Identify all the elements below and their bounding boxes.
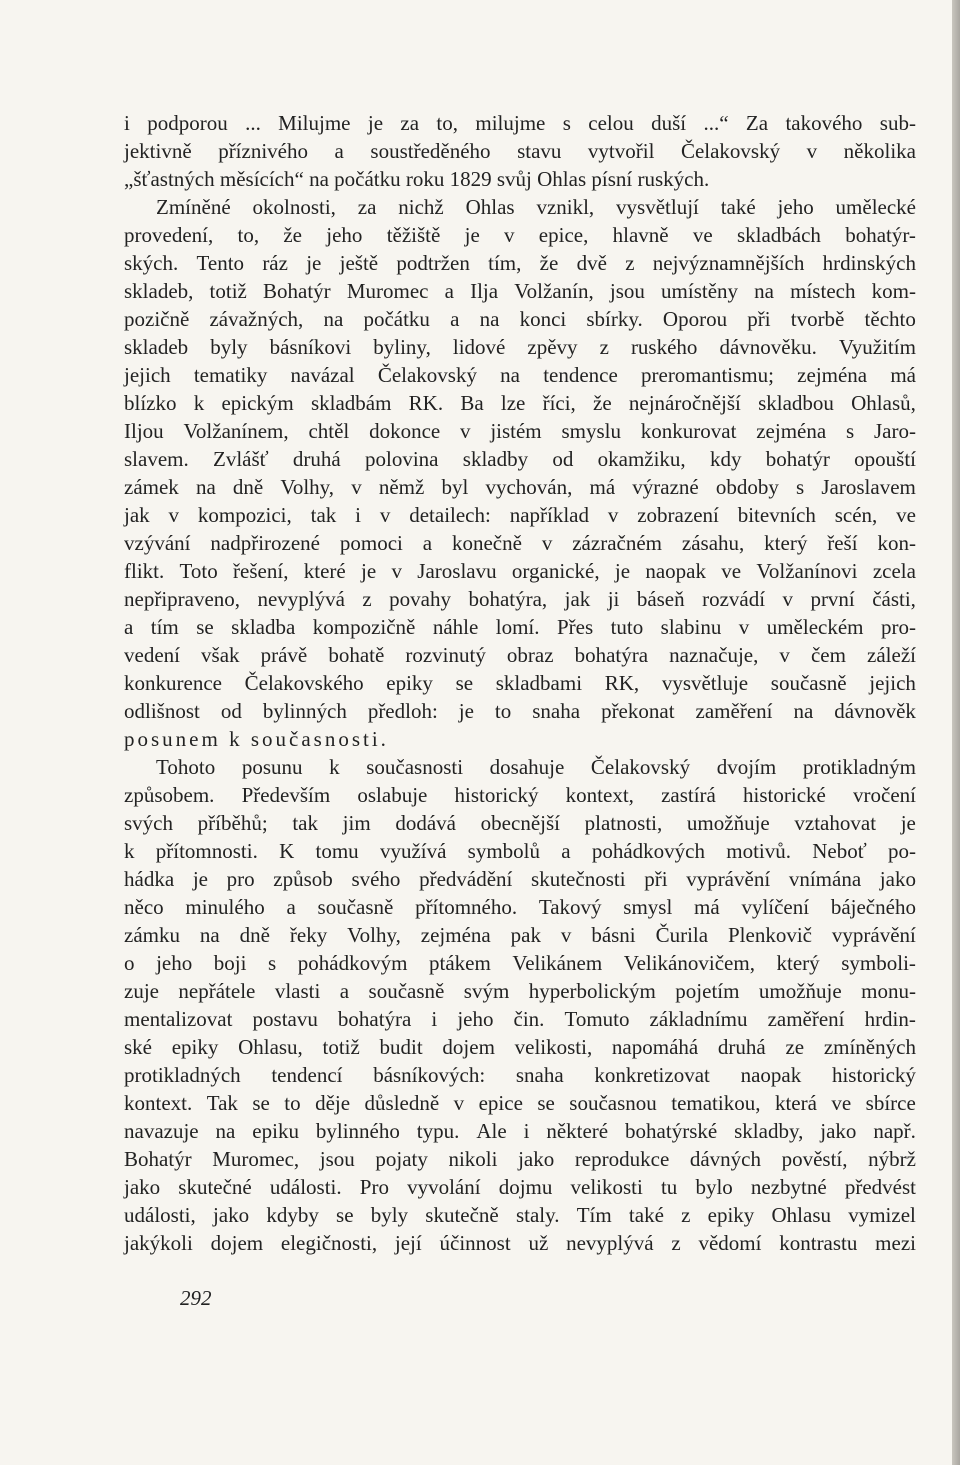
text-line: mentalizovat postavu bohatýra i jeho čin. Tomuto základnímu zaměření hrdin- <box>124 1007 916 1031</box>
text-line: vedení však právě bohatě rozvinutý obraz bohatýra naznačuje, v čem záleží <box>124 643 916 667</box>
text-line: „šťastných měsících“ na počátku roku 1829 svůj Ohlas písní ruských. <box>124 167 710 191</box>
text-line: události, jako kdyby se byly skutečně staly. Tím také z epiky Ohlasu vymizel <box>124 1203 916 1227</box>
text-line: blízko k epickým skladbám RK. Ba lze říci, že nejnáročnější skladbou Ohlasů, <box>124 391 916 415</box>
text-line: Bohatýr Muromec, jsou pojaty nikoli jako reprodukce dávných pověstí, nýbrž <box>124 1147 916 1171</box>
text-line: jektivně příznivého a soustředěného stavu vytvořil Čelakovský v několika <box>124 139 916 163</box>
text-line: slavem. Zvlášť druhá polovina skladby od okamžiku, kdy bohatýr opouští <box>124 447 916 471</box>
text-line: i podporou ... Milujme je za to, milujme s celou duší ...“ Za takového sub- <box>124 111 916 135</box>
page-edge-shadow <box>952 0 960 1465</box>
body-text <box>124 109 916 1257</box>
text-line: zámek na dně Volhy, v němž byl vychován, má výrazné obdoby s Jaroslavem <box>124 475 916 499</box>
text-line: konkurence Čelakovského epiky se skladbami RK, vysvětluje současně jejich <box>124 671 916 695</box>
text-line: skladeb byly básníkovi byliny, lidové zpěvy z ruského dávnověku. Využitím <box>124 335 916 359</box>
text-line: ské epiky Ohlasu, totiž budit dojem velikosti, napomáhá druhá ze zmíněných <box>124 1035 916 1059</box>
text-line: flikt. Toto řešení, které je v Jaroslavu organické, je naopak ve Volžanínovi zcela <box>124 559 916 583</box>
text-line: jakýkoli dojem elegičnosti, její účinnost už nevyplývá z vědomí kontrastu mezi <box>124 1231 916 1255</box>
text-line: posunem k současnosti. <box>124 727 389 751</box>
text-line: vzývání nadpřirozené pomoci a konečně v zázračném zásahu, který řeší kon- <box>124 531 916 555</box>
text-line: a tím se skladba kompozičně náhle lomí. Přes tuto slabinu v uměleckém pro- <box>124 615 916 639</box>
text-line: skladeb, totiž Bohatýr Muromec a Ilja Volžanín, jsou umístěny na místech kom- <box>124 279 916 303</box>
text-line: svých příběhů; tak jim dodává obecnější platnosti, umožňuje vztahovat je <box>124 811 916 835</box>
text-line: protikladných tendencí básníkových: snaha konkretizovat naopak historický <box>124 1063 916 1087</box>
text-line: způsobem. Především oslabuje historický kontext, zastírá historické vročení <box>124 783 916 807</box>
text-line: Tohoto posunu k současnosti dosahuje Čelakovský dvojím protikladným <box>156 755 916 779</box>
text-line: pozičně závažných, na počátku a na konci sbírky. Oporou při tvorbě těchto <box>124 307 916 331</box>
text-line: zuje nepřátele vlasti a současně svým hyperbolickým pojetím umožňuje monu- <box>124 979 916 1003</box>
text-line: jako skutečné události. Pro vyvolání dojmu velikosti tu bylo nezbytné předvést <box>124 1175 916 1199</box>
text-line: odlišnost od bylinných předloh: je to snaha překonat zaměření na dávnověk <box>124 699 916 723</box>
text-line: hádka je pro způsob svého předvádění skutečnosti při vyprávění vnímána jako <box>124 867 916 891</box>
text-line: zámku na dně řeky Volhy, zejména pak v básni Čurila Plenkovič vyprávění <box>124 923 916 947</box>
text-line: navazuje na epiku bylinného typu. Ale i některé bohatýrské skladby, jako např. <box>124 1119 916 1143</box>
text-line: o jeho boji s pohádkovým ptákem Velikánem Velikánovičem, který symboli- <box>124 951 916 975</box>
text-line: jak v kompozici, tak i v detailech: například v zobrazení bitevních scén, ve <box>124 503 916 527</box>
text-line: něco minulého a současně přítomného. Takový smysl má vylíčení báječného <box>124 895 916 919</box>
text-line: k přítomnosti. K tomu využívá symbolů a pohádkových motivů. Neboť po- <box>124 839 916 863</box>
text-line: Zmíněné okolnosti, za nichž Ohlas vznikl, vysvětlují také jeho umělecké <box>156 195 916 219</box>
text-line: nepřipraveno, nevyplývá z povahy bohatýra, jak ji báseň rozvádí v první části, <box>124 587 916 611</box>
text-line: jejich tematiky navázal Čelakovský na tendence preromantismu; zejména má <box>124 363 916 387</box>
text-line: provedení, to, že jeho těžiště je v epice, hlavně ve skladbách bohatýr- <box>124 223 916 247</box>
text-line: kontext. Tak se to děje důsledně v epice se současnou tematikou, která ve sbírce <box>124 1091 916 1115</box>
text-line: ských. Tento ráz je ještě podtržen tím, že dvě z nejvýznamnějších hrdinských <box>124 251 916 275</box>
page-number: 292 <box>180 1286 212 1310</box>
text-line: Iljou Volžanínem, chtěl dokonce v jistém smyslu konkurovat zejména s Jaro- <box>124 419 916 443</box>
